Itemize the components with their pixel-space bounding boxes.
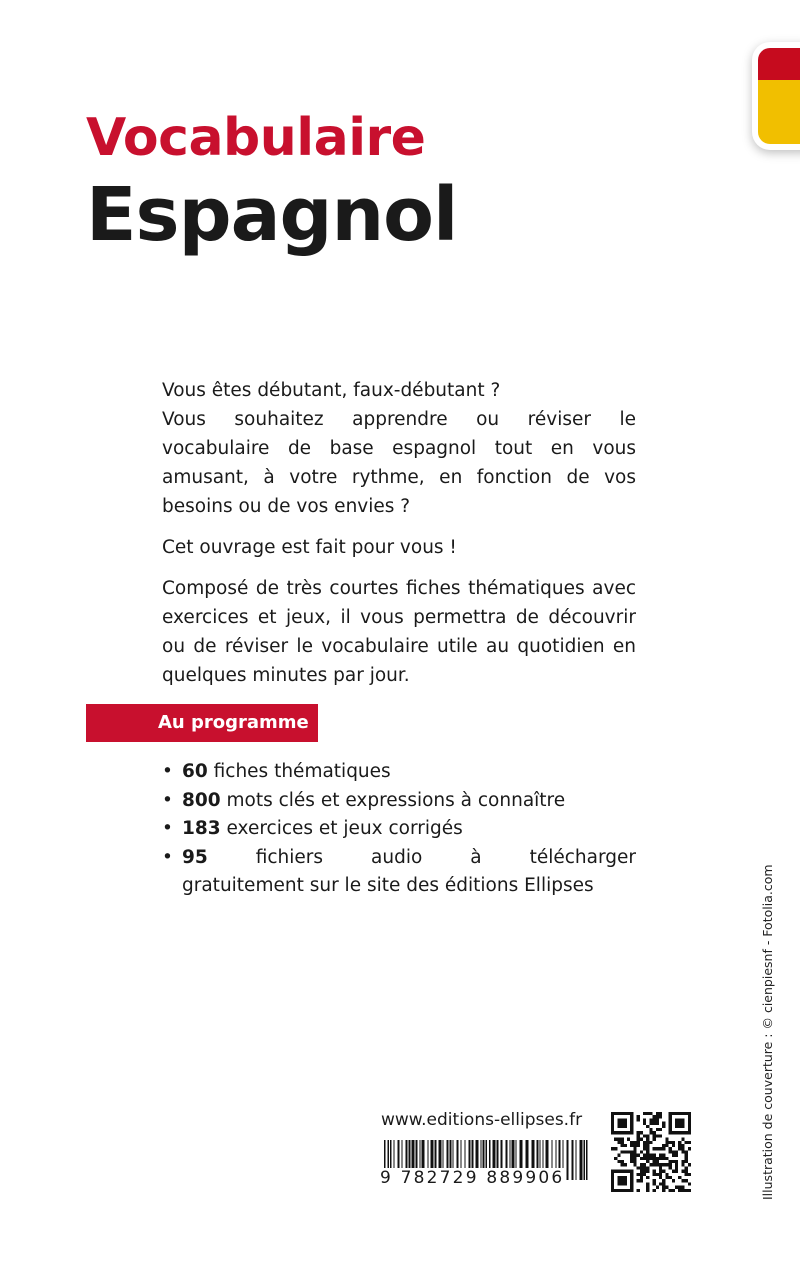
item-count: 60 xyxy=(182,761,208,782)
isbn-text: 9 782729 889906 xyxy=(380,1168,565,1188)
item-text: mots clés et expressions à connaître xyxy=(220,789,566,811)
item-text: fiches thématiques xyxy=(207,761,391,782)
intro-text xyxy=(162,376,636,702)
intro-paragraph-3: Composé de très courtes fiches thématiques avec exercices et jeux, il vous permettra de découvrir ou de réviser le vocabulaire utile au quotidien en quelques minutes par jour. xyxy=(162,578,636,686)
flag-yellow-stripe xyxy=(758,80,800,144)
programme-heading: Au programme xyxy=(86,704,318,742)
item-count: 183 xyxy=(182,818,221,839)
intro-line-1: Vous êtes débutant, faux-débutant ? xyxy=(162,380,501,401)
spain-flag-icon xyxy=(752,42,800,150)
item-text: exercices et jeux corrigés xyxy=(220,818,463,839)
programme-list xyxy=(162,758,636,901)
intro-paragraph-2: Cet ouvrage est fait pour vous ! xyxy=(162,537,457,558)
isbn-number xyxy=(379,1168,591,1188)
list-item xyxy=(162,758,636,787)
qr-code-icon xyxy=(610,1112,692,1192)
item-count: 800 xyxy=(182,789,221,811)
cover-credit: Illustration de couverture : © cienpiesnf - Fotolia.com xyxy=(760,864,775,1200)
intro-paragraph-1: Vous souhaitez apprendre ou réviser le vocabulaire de base espagnol tout en vous amusant, à votre rythme, en fonction de vos besoins ou de vos envies ? xyxy=(162,409,636,517)
flag-red-stripe xyxy=(758,48,800,80)
list-item xyxy=(162,815,636,844)
title-espagnol: Espagnol xyxy=(86,172,458,258)
website-link[interactable]: www.editions-ellipses.fr xyxy=(381,1110,583,1130)
list-item xyxy=(162,844,636,901)
item-text: fichiers audio à télécharger xyxy=(207,846,636,868)
item-text-continued: gratuitement sur le site des éditions Ellipses xyxy=(182,875,594,896)
list-item xyxy=(162,787,636,816)
item-count: 95 xyxy=(182,846,208,868)
title-vocabulaire: Vocabulaire xyxy=(86,108,426,168)
